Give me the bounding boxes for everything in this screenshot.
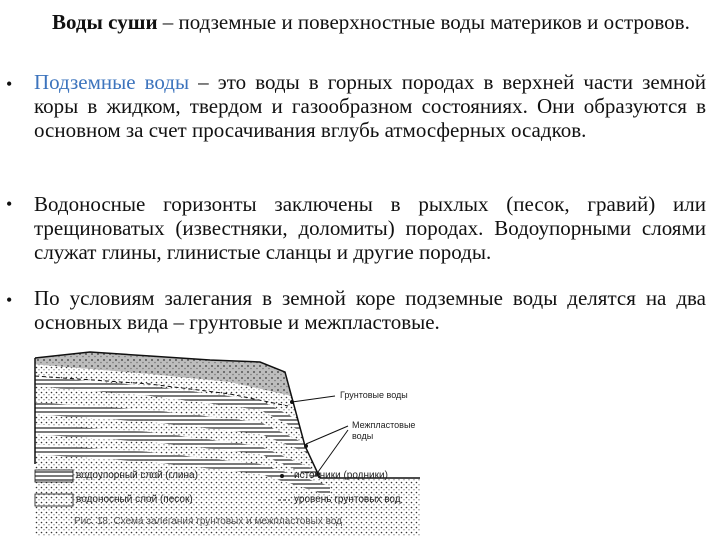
- figure-caption: Рис. 18. Схема залегания грунтовых и межпластовых вод: [74, 516, 343, 527]
- legend-sand-label: водоносный слой (песок): [76, 494, 193, 505]
- legend-springs-label: источники (родники): [294, 470, 388, 481]
- paragraph-aquifers: [34, 192, 706, 264]
- paragraph-occurrence: [34, 286, 706, 334]
- bullet: •: [6, 74, 13, 94]
- legend-water-level-label: уровень грунтовых вод: [294, 494, 401, 505]
- label-ground-water: Грунтовые воды: [340, 390, 408, 400]
- legend-clay-label: водоупорный слой (глина): [76, 470, 198, 481]
- groundwater-scheme-figure: [30, 346, 420, 536]
- term-surface-waters: Воды суши: [52, 10, 158, 34]
- paragraph-text: По условиям залегания в земной коре подземные воды делятся на два основных вида – грунтовые и межпластовые.: [34, 286, 706, 334]
- bullet: •: [6, 194, 13, 214]
- label-interstratal-water-line1: Межпластовые: [352, 420, 416, 430]
- bullet: •: [6, 290, 13, 310]
- cross-section-diagram: [30, 346, 420, 536]
- paragraph-groundwater: [34, 70, 706, 142]
- term-groundwater: Подземные воды: [34, 70, 190, 94]
- paragraph-surface-waters: [34, 10, 706, 34]
- paragraph-text: – это воды в горных породах в верхней части земной коры в жидком, твердом и газообразном состояниях. Они образуются в основном за счет просачивания вглубь атмосферных осадков.: [34, 70, 706, 142]
- paragraph-text: – подземные и поверхностные воды материков и островов.: [157, 10, 690, 34]
- paragraph-text: Водоносные горизонты заключены в рыхлых (песок, гравий) или трещиноватых (известняки, доломиты) породах. Водоупорными слоями служат глины, глинистые сланцы и другие породы.: [34, 192, 706, 264]
- label-interstratal-water-line2: воды: [352, 431, 374, 441]
